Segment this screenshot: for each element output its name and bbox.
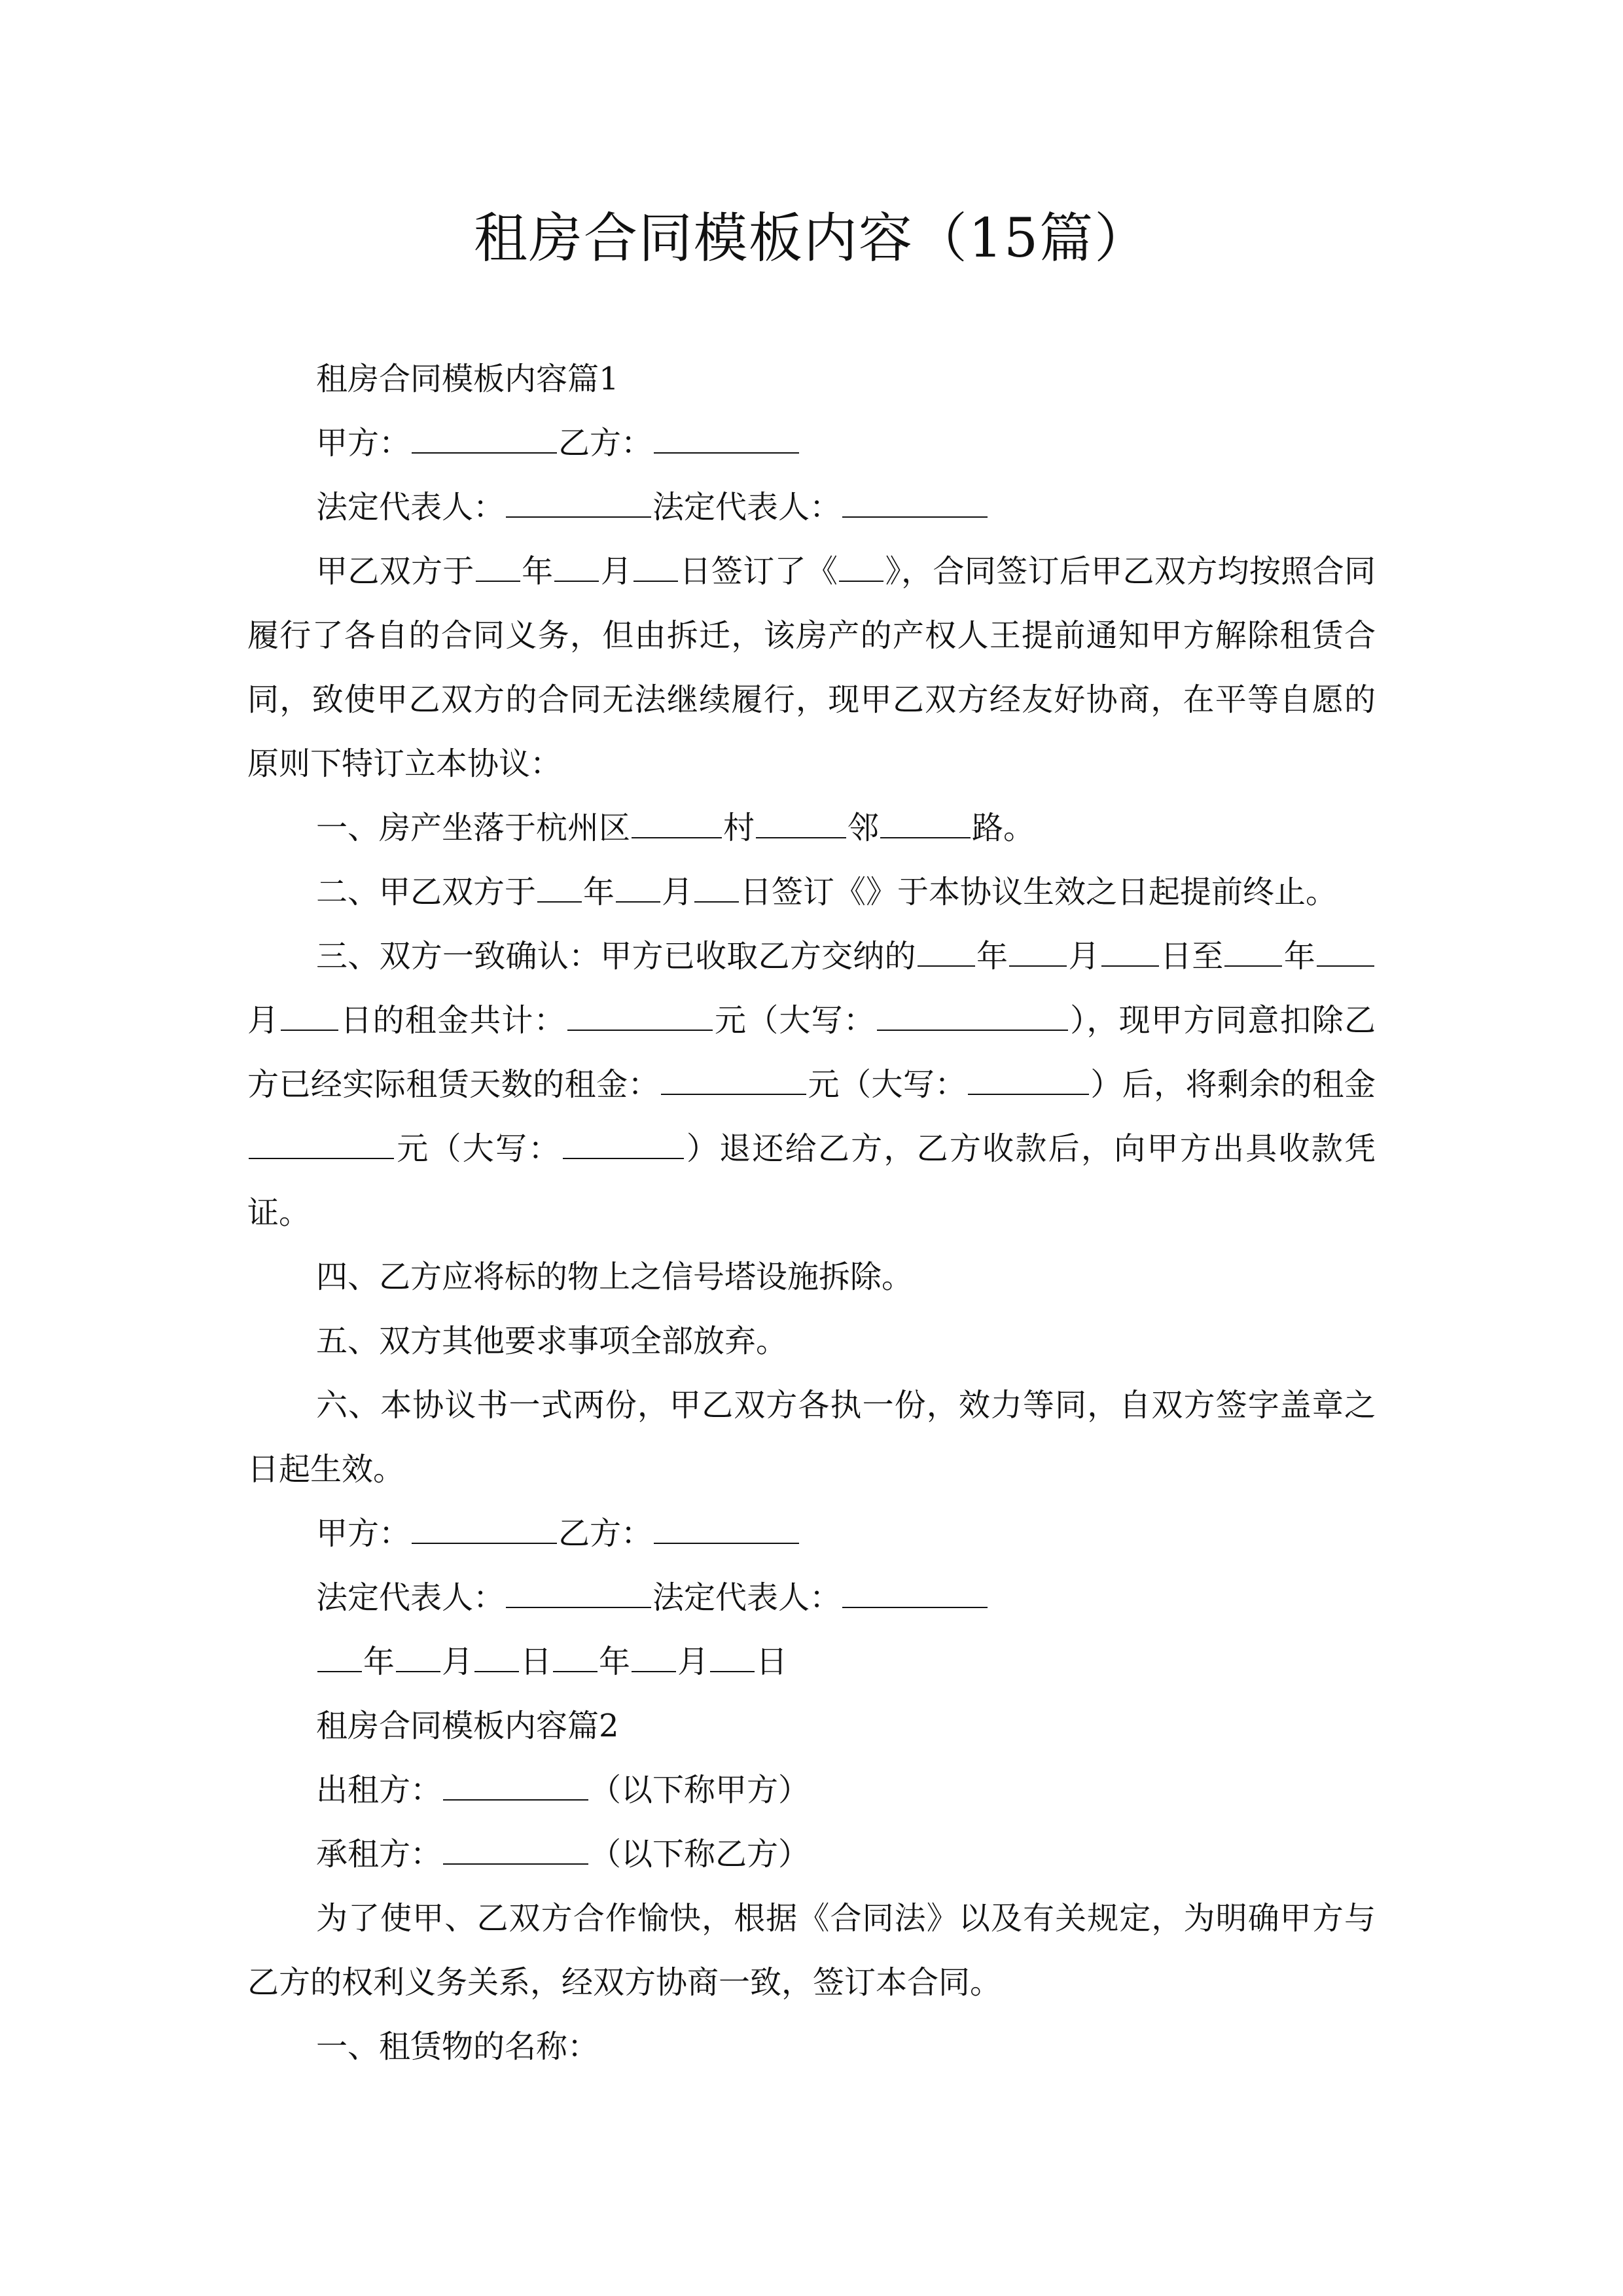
section-heading-2: 租房合同模板内容篇2 (316, 1708, 619, 1744)
clause-1: 一、房产坐落于杭州区 村 邻 路。 (316, 810, 1035, 846)
legal-rep-line: 法定代表人： 法定代表人： (247, 475, 1376, 539)
lessor-line: 出租方： （以下称甲方） (316, 1772, 810, 1808)
blank (563, 1130, 684, 1159)
clause-2: 二、甲乙双方于 年 月 日签订《》于本协议生效之日起提前终止。 (316, 874, 1338, 910)
blank (616, 874, 660, 903)
blank (694, 874, 739, 903)
blank (756, 810, 846, 838)
blank (553, 1643, 597, 1672)
party-b-sign-blank (654, 1515, 799, 1544)
section-heading-1: 租房合同模板内容篇1 (316, 361, 619, 397)
blank (968, 1066, 1089, 1095)
blank (1317, 938, 1374, 967)
clause-4: 四、乙方应将标的物上之信号塔设施拆除。 (316, 1259, 914, 1295)
blank (633, 553, 678, 582)
signature-legal-rep-line: 法定代表人： 法定代表人： (247, 1566, 1376, 1630)
blank (537, 874, 582, 903)
party-line: 甲方： 乙方： (247, 411, 1376, 475)
document-body (247, 347, 1376, 2079)
blank (396, 1643, 440, 1672)
blank (1101, 938, 1159, 967)
blank (1009, 938, 1067, 967)
legal-rep-a-sign-blank (506, 1579, 651, 1608)
blank (918, 938, 975, 967)
blank (1224, 938, 1282, 967)
section2-clause-1: 一、租赁物的名称： (316, 2028, 599, 2065)
blank (567, 1002, 713, 1031)
signature-date-line: 年 月 日 年 月 日 (247, 1630, 1376, 1694)
party-a-sign-blank (412, 1515, 557, 1544)
blank (281, 1002, 338, 1031)
blank (632, 810, 722, 838)
lessee-line: 承租方： （以下称乙方） (316, 1836, 810, 1873)
blank (839, 553, 883, 582)
section2-intro: 为了使甲、乙双方合作愉快，根据《合同法》以及有关规定，为明确甲方与乙方的权利义务关系，经双方协商一致，签订本合同。 (247, 1900, 1376, 2001)
paragraph-preamble: 甲乙双方于 年 月 日签订了《 》，合同签订后甲乙双方均按照合同履行了各自的合同义务，但由拆迁，该房产的产权人王提前通知甲方解除租赁合同，致使甲乙双方的合同无法继续履行，现甲乙双方经友好协商，在平等自愿的原则下特订立本协议： (247, 553, 1376, 782)
clause-6: 六、本协议书一式两份，甲乙双方各执一份，效力等同，自双方签字盖章之日起生效。 (247, 1387, 1376, 1488)
legal-rep-b-sign-blank (842, 1579, 988, 1608)
signature-party-line: 甲方： 乙方： (247, 1501, 1376, 1566)
blank (474, 1643, 519, 1672)
blank (880, 810, 971, 838)
lessee-blank (443, 1836, 588, 1865)
blank (249, 1130, 394, 1159)
blank (877, 1002, 1068, 1031)
clause-5: 五、双方其他要求事项全部放弃。 (316, 1323, 788, 1359)
page-title: 租房合同模板内容（15篇） (473, 207, 1150, 270)
legal-rep-b-blank (842, 489, 988, 518)
party-a-blank (412, 425, 557, 454)
clause-3: 三、双方一致确认：甲方已收取乙方交纳的 年 月 日至 年月 日的租金共计： 元（大写： ），现甲方同意扣除乙方已经实际租赁天数的租金： 元（大写： ）后，将剩余的租金元（大写： ）退还给乙方，乙方收款后，向甲方出具收款凭证。 (247, 938, 1376, 1231)
blank (554, 553, 599, 582)
blank (710, 1643, 755, 1672)
blank (317, 1643, 362, 1672)
lessor-blank (443, 1772, 588, 1801)
party-b-blank (654, 425, 799, 454)
blank (632, 1643, 676, 1672)
blank (476, 553, 520, 582)
blank (661, 1066, 806, 1095)
legal-rep-a-blank (506, 489, 651, 518)
